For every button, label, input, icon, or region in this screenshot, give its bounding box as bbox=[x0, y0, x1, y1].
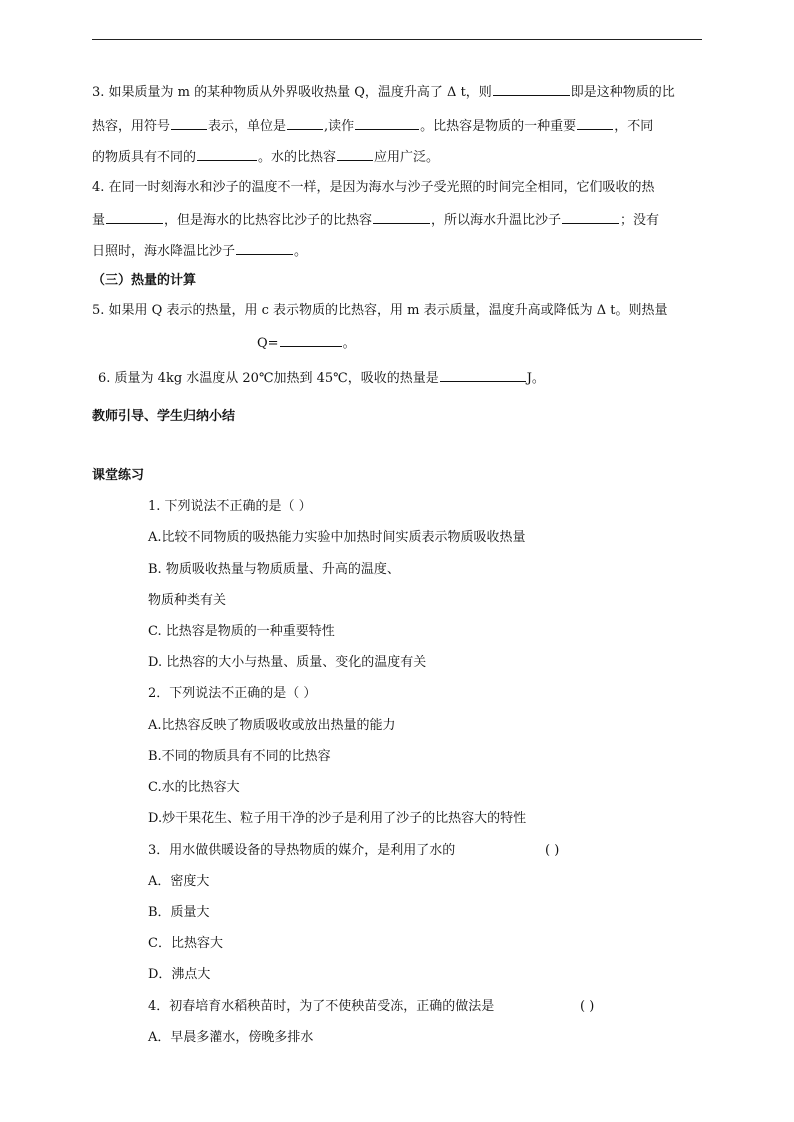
practice-1-stem: 1. 下列说法不正确的是（ ） bbox=[148, 499, 312, 514]
practice-3-stem: 3．用水做供暖设备的导热物质的媒介，是利用了水的 bbox=[148, 843, 456, 858]
q5-line-2 bbox=[257, 334, 356, 352]
practice-4-answer-paren[interactable]: ( ) bbox=[580, 999, 595, 1014]
q6-line bbox=[98, 369, 545, 387]
q3-line-3 bbox=[92, 148, 439, 166]
q4-text: 日照时，海水降温比沙子 bbox=[92, 244, 236, 259]
q3-text: 。水的比热容 bbox=[258, 150, 337, 165]
practice-3-option-b: B．质量大 bbox=[148, 905, 210, 920]
blank[interactable] bbox=[236, 242, 293, 255]
practice-2-option-c: C.水的比热容大 bbox=[148, 780, 240, 795]
practice-1-option-a: A.比较不同物质的吸热能力实验中加热时间实质表示物质吸收热量 bbox=[148, 530, 526, 545]
practice-2-option-b: B.不同的物质具有不同的比热容 bbox=[148, 749, 331, 764]
practice-4-stem: 4．初春培育水稻秧苗时，为了不使秧苗受冻，正确的做法是 bbox=[148, 999, 495, 1014]
practice-2-option-a: A.比热容反映了物质吸收或放出热量的能力 bbox=[148, 718, 396, 733]
q4-line-2 bbox=[92, 211, 659, 229]
practice-1-option-b-cont: 物质种类有关 bbox=[148, 593, 227, 608]
summary-heading: 教师引导、学生归纳小结 bbox=[92, 409, 236, 424]
practice-4-option-a: A．早晨多灌水，傍晚多排水 bbox=[148, 1030, 314, 1045]
practice-3-option-c: C．比热容大 bbox=[148, 936, 223, 951]
practice-1-option-c: C. 比热容是物质的一种重要特性 bbox=[148, 624, 335, 639]
practice-3-option-a: A．密度大 bbox=[148, 874, 210, 889]
practice-1-option-b: B. 物质吸收热量与物质质量、升高的温度、 bbox=[148, 562, 400, 577]
blank[interactable] bbox=[440, 369, 526, 382]
q4-text: 量 bbox=[92, 213, 106, 228]
q3-line-2 bbox=[92, 117, 653, 135]
practice-3-option-d: D．沸点大 bbox=[148, 967, 211, 982]
practice-2-option-d: D.炒干果花生、粒子用干净的沙子是利用了沙子的比热容大的特性 bbox=[148, 811, 527, 826]
q4-text: ，但是海水的比热容比沙子的比热容 bbox=[164, 213, 373, 228]
q4-text: 。 bbox=[294, 244, 308, 259]
blank[interactable] bbox=[493, 83, 570, 96]
practice-2-stem: 2．下列说法不正确的是（ ） bbox=[148, 686, 317, 701]
blank[interactable] bbox=[280, 334, 342, 347]
q3-text: 即是这种物质的比 bbox=[570, 85, 675, 100]
practice-heading: 课堂练习 bbox=[92, 468, 145, 483]
blank[interactable] bbox=[106, 211, 163, 224]
q5-text: Q= bbox=[257, 336, 279, 351]
practice-3-answer-paren[interactable]: ( ) bbox=[545, 843, 560, 858]
blank[interactable] bbox=[373, 211, 430, 224]
q3-text: ,读作 bbox=[324, 119, 355, 134]
q4-text: ；没有 bbox=[620, 213, 660, 228]
q3-text: 表示，单位是 bbox=[208, 119, 287, 134]
q3-line-1 bbox=[92, 83, 675, 101]
q3-text: 应用广泛。 bbox=[374, 150, 440, 165]
blank[interactable] bbox=[577, 117, 613, 130]
q6-text: J。 bbox=[526, 371, 545, 386]
q6-text: 6. 质量为 4kg 水温度从 20℃加热到 45℃，吸收的热量是 bbox=[98, 371, 439, 386]
blank[interactable] bbox=[287, 117, 323, 130]
blank[interactable] bbox=[562, 211, 619, 224]
q3-text: 的物质具有不同的 bbox=[92, 150, 197, 165]
q3-text: 3. 如果质量为 m 的某种物质从外界吸收热量 Q，温度升高了 Δ t，则 bbox=[92, 85, 492, 100]
q4-text: ，所以海水升温比沙子 bbox=[431, 213, 562, 228]
blank[interactable] bbox=[197, 148, 257, 161]
q4-line-1: 4. 在同一时刻海水和沙子的温度不一样，是因为海水与沙子受光照的时间完全相同，它们吸收的热 bbox=[92, 180, 655, 195]
q3-text: 。比热容是物质的一种重要 bbox=[420, 119, 577, 134]
q3-text: 热容，用符号 bbox=[92, 119, 171, 134]
section-heading: （三）热量的计算 bbox=[92, 273, 197, 288]
q5-line-1: 5. 如果用 Q 表示的热量，用 c 表示物质的比热容，用 m 表示质量，温度升高或降低为 Δ t。则热量 bbox=[92, 303, 668, 318]
practice-1-option-d: D. 比热容的大小与热量、质量、变化的温度有关 bbox=[148, 655, 427, 670]
blank[interactable] bbox=[171, 117, 207, 130]
q4-line-3 bbox=[92, 242, 307, 260]
blank[interactable] bbox=[355, 117, 419, 130]
q5-text: 。 bbox=[342, 336, 356, 351]
header-rule bbox=[92, 39, 702, 40]
q3-text: ，不同 bbox=[614, 119, 654, 134]
blank[interactable] bbox=[337, 148, 373, 161]
